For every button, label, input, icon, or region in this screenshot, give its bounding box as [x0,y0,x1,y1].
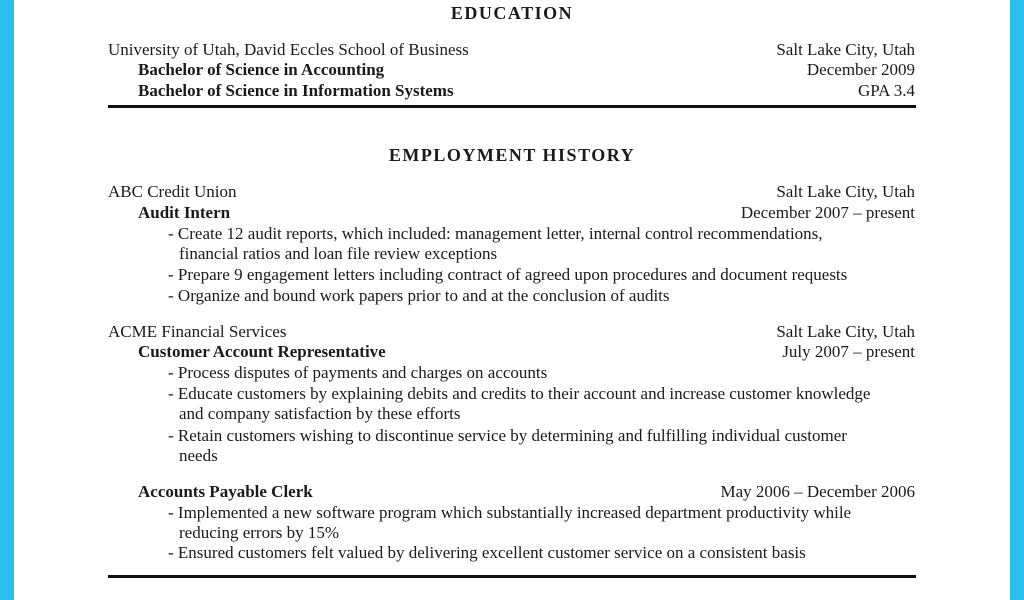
right-border [1010,0,1024,600]
bullet: - Prepare 9 engagement letters including contract of agreed upon procedures and document requests [168,265,848,284]
degree-accounting: Bachelor of Science in Accounting [138,60,385,79]
job-dates: July 2007 – present [782,342,915,361]
graduation-date: December 2009 [806,60,915,79]
bullet: - Organize and bound work papers prior to and at the conclusion of audits [168,286,670,305]
job-title: Accounts Payable Clerk [138,482,313,501]
school-location: Salt Lake City, Utah [776,40,915,59]
bullet-continued: reducing errors by 15% [179,523,340,542]
bullet-continued: needs [179,446,218,465]
job-title: Audit Intern [138,203,231,222]
bullet: - Retain customers wishing to discontinue service by determining and fulfilling individual customer [168,426,847,445]
bullet: - Process disputes of payments and charges on accounts [168,363,548,382]
divider [108,105,916,108]
company: ABC Credit Union [108,182,237,201]
bullet-continued: financial ratios and loan file review exceptions [179,244,498,263]
education-heading: EDUCATION [450,3,574,23]
bullet-continued: and company satisfaction by these efforts [179,404,461,423]
job-dates: December 2007 – present [740,203,915,222]
company: ACME Financial Services [108,322,287,341]
divider [108,575,916,578]
degree-info-systems: Bachelor of Science in Information Systems [138,81,454,100]
bullet: - Implemented a new software program which substantially increased department productivity while [168,503,852,522]
job-title: Customer Account Representative [138,342,386,361]
job-location: Salt Lake City, Utah [776,322,915,341]
bullet: - Educate customers by explaining debits and credits to their account and increase customer knowledge [168,384,871,403]
job-dates: May 2006 – December 2006 [720,482,915,501]
left-border [0,0,14,600]
employment-heading: EMPLOYMENT HISTORY [388,145,636,165]
gpa: GPA 3.4 [857,81,915,100]
bullet: - Ensured customers felt valued by delivering excellent customer service on a consistent basis [168,543,806,562]
school: University of Utah, David Eccles School of Business [108,40,469,59]
bullet: - Create 12 audit reports, which included: management letter, internal control recommendations, [168,224,823,243]
job-location: Salt Lake City, Utah [776,182,915,201]
